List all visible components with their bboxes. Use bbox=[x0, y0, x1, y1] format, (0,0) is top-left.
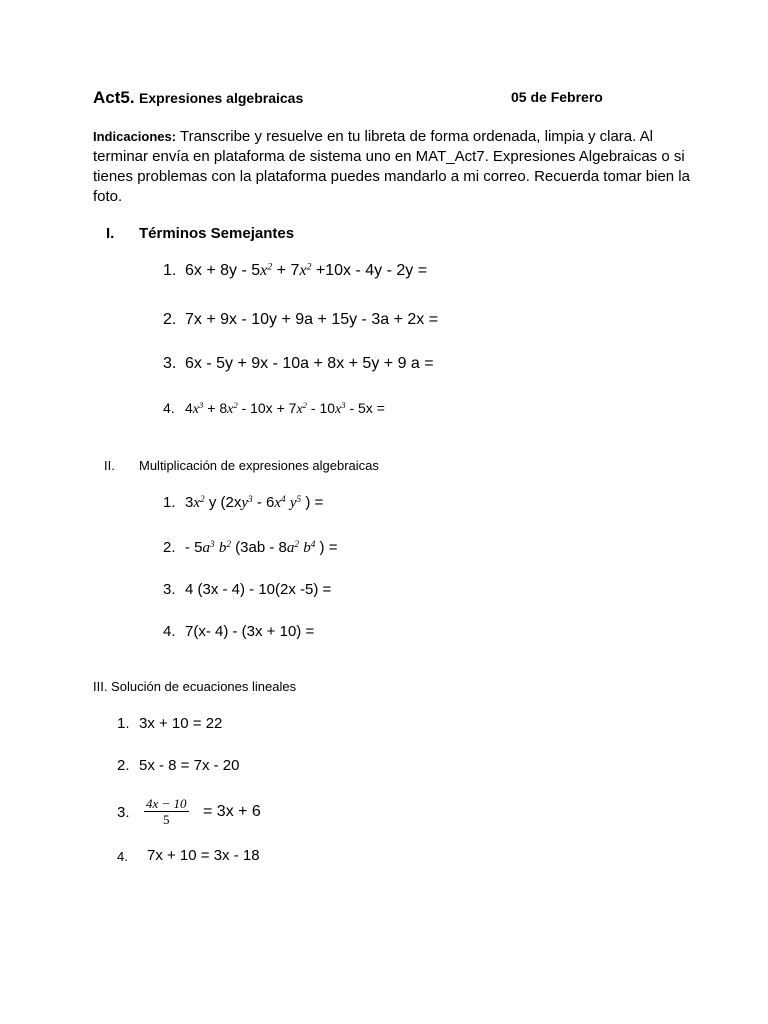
instructions bbox=[93, 127, 693, 207]
s2-item-4-number: 4. bbox=[163, 623, 176, 640]
section-2-numeral: II. bbox=[104, 458, 115, 473]
s2-equation-1: $3x^2$ y ($2xy^3 - 6x^4$ $y^5$ ) = bbox=[185, 494, 324, 511]
activity-title: Expresiones algebraicas bbox=[139, 90, 304, 106]
page-title bbox=[93, 88, 303, 108]
s1-item-1-number: 1. bbox=[163, 262, 177, 279]
s2-item-1-number: 1. bbox=[163, 494, 176, 511]
s1-item-4-number: 4. bbox=[163, 400, 175, 416]
s2-item-3-number: 3. bbox=[163, 581, 176, 598]
s2-item-2-number: 2. bbox=[163, 539, 176, 556]
s3-item-1-number: 1. bbox=[117, 715, 130, 732]
s2-equation-3: 4 (3x - 4) - 10(2x -5) = bbox=[185, 581, 332, 598]
instructions-text: Transcribe y resuelve en tu libreta de forma ordenada, limpia y clara. Al terminar envía en plataforma de sistema uno en MAT_Act7. Expresiones Algebraicas o si tienes problemas con la plataforma puedes mandarlo a mi correo. Recuerda tomar bien la foto. bbox=[93, 128, 690, 205]
s3-item-2-number: 2. bbox=[117, 757, 130, 774]
s1-equation-1: $6x + 8y - 5x^2 + 7x^2 +10x - 4y - 2y$ = bbox=[185, 261, 428, 279]
s1-item-3-number: 3. bbox=[163, 355, 177, 372]
fraction: $\frac{4x - 10}{5}$ bbox=[146, 796, 187, 827]
section-3-title: III. Solución de ecuaciones lineales bbox=[93, 679, 297, 694]
date: 05 de Febrero bbox=[511, 89, 603, 105]
s3-item-4-number: 4. bbox=[117, 849, 128, 864]
s3-equation-3: $\frac{4x - 10}{5}$ = 3x + 6 bbox=[146, 796, 261, 827]
instructions-label: Indicaciones: bbox=[93, 129, 177, 144]
s1-equation-2: 7x + 9x - 10y + 9a + 15y - 3a + 2x = bbox=[185, 311, 439, 328]
s3-equation-1: 3x + 10 = 22 bbox=[139, 715, 223, 732]
s3-equation-2: 5x - 8 = 7x - 20 bbox=[139, 757, 240, 774]
s1-equation-4: $4x^3 + 8x^2 - 10x + 7x^2 - 10x^3 - 5x$ = bbox=[185, 400, 385, 417]
section-1-title: Términos Semejantes bbox=[139, 225, 295, 242]
activity-number: Act5. bbox=[93, 88, 135, 107]
section-1-numeral: I. bbox=[106, 225, 115, 242]
s2-equation-4: 7(x- 4) - (3x + 10) = bbox=[185, 623, 315, 640]
s2-equation-2: - $5a^3$ $b^2$ ($3ab - 8a^2$ $b^4$ ) = bbox=[185, 539, 338, 556]
s1-item-2-number: 2. bbox=[163, 311, 177, 328]
section-2-title: Multiplicación de expresiones algebraicas bbox=[139, 458, 379, 473]
s1-equation-3: 6x - 5y + 9x - 10a + 8x + 5y + 9 a = bbox=[185, 355, 434, 372]
s3-item-3-number: 3. bbox=[117, 804, 130, 821]
s3-equation-4: 7x + 10 = 3x - 18 bbox=[147, 847, 260, 864]
